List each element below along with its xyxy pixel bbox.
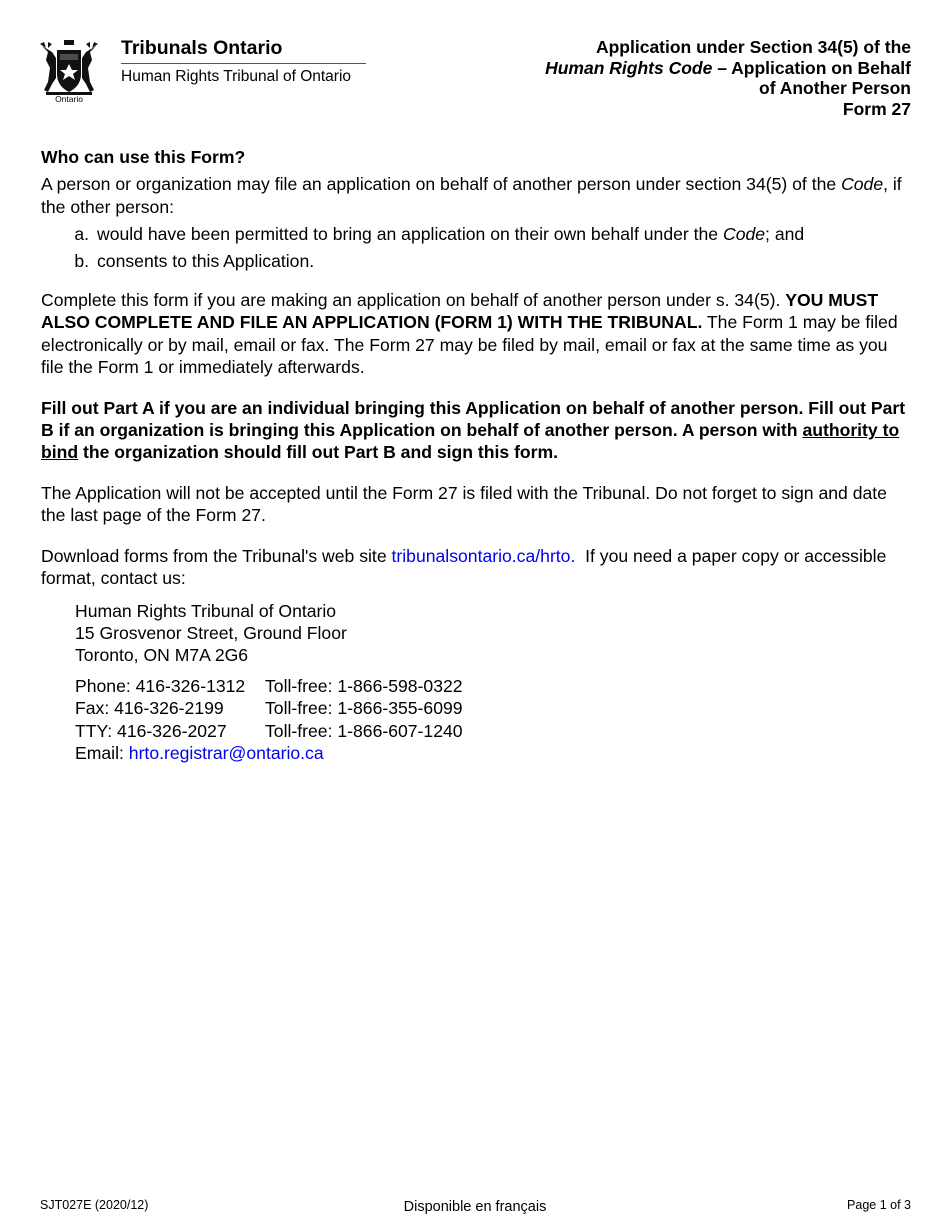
complete-paragraph (41, 289, 913, 379)
registrar-email-link[interactable]: hrto.registrar@ontario.ca (128, 742, 324, 763)
phone-row (75, 675, 913, 697)
phone-tollfree: Toll-free: 1-866-598-0322 (265, 675, 463, 696)
form-title-line2-rest: – Application on Behalf (712, 57, 911, 78)
form-title-line1: Application under Section 34(5) of the (595, 37, 911, 57)
phone-number: Phone: 416-326-1312 (75, 675, 246, 696)
who-can-use-heading: Who can use this Form? (41, 147, 246, 167)
complete-text-a: Complete this form if you are making an application on behalf of another person under s. 34(5). (41, 290, 786, 311)
list-item (41, 250, 913, 272)
notice-paragraph: The Application will not be accepted until the Form 27 is filed with the Tribunal. Do not forget to sign and date the last page of the Form 27. (41, 482, 887, 526)
list-letter: b. (74, 251, 89, 272)
parts-paragraph (41, 397, 913, 464)
tty-number: TTY: 416-326-2027 (75, 720, 227, 741)
intro-code: Code (841, 174, 884, 195)
logo-caption: Ontario (55, 94, 83, 104)
form-code: SJT027E (2020/12) (40, 1198, 149, 1212)
brand-subtitle: Human Rights Tribunal of Ontario (121, 68, 352, 85)
item-a-code: Code (722, 224, 766, 245)
fax-number: Fax: 416-326-2199 (75, 698, 224, 719)
parts-text-b: the organization should fill out Part B and sign this form. (78, 442, 559, 463)
ontario-coat-of-arms-logo (36, 38, 102, 104)
intro-text-b: , if the other person: (41, 174, 902, 217)
fax-row (75, 697, 913, 719)
brand-title: Tribunals Ontario (121, 37, 283, 59)
page-number: Page 1 of 3 (847, 1198, 911, 1212)
brand-divider (121, 63, 366, 64)
contact-numbers (75, 675, 913, 765)
authority-to-bind-term: authority to bind (41, 420, 900, 463)
email-label: Email: (75, 742, 129, 763)
form-number: Form 27 (842, 98, 911, 119)
list-item (41, 223, 913, 245)
form-title-line2 (545, 58, 911, 79)
form-title-line3: of Another Person (759, 78, 911, 98)
mailing-address (75, 600, 913, 667)
download-paragraph (41, 545, 913, 590)
code-name: Human Rights Code (545, 57, 713, 78)
complete-bold: YOU MUST ALSO COMPLETE AND FILE AN APPLICATION (FORM 1) WITH THE TRIBUNAL. (41, 290, 879, 333)
intro-paragraph (41, 173, 913, 218)
parts-text-a: Fill out Part A if you are an individual bringing this Application on behalf of another person. Fill out Part B if an organization is bringing this Application on behalf of another person. A person with (41, 397, 906, 441)
address-line: Human Rights Tribunal of Ontario (75, 600, 337, 621)
complete-text-b: The Form 1 may be filed electronically or by mail, email or fax. The Form 27 may be filed by mail, email or fax at the same time as you file the Form 1 or immediately afterwards. (41, 312, 898, 378)
address-line: 15 Grosvenor Street, Ground Floor (75, 622, 347, 643)
item-b-text: consents to this Application. (97, 251, 315, 272)
item-a-text-end: ; and (765, 224, 805, 245)
form-title-block (545, 37, 911, 119)
fax-tollfree: Toll-free: 1-866-355-6099 (265, 698, 463, 719)
french-availability: Disponible en français (403, 1199, 547, 1215)
email-row (75, 742, 913, 764)
tty-tollfree: Toll-free: 1-866-607-1240 (265, 720, 463, 741)
list-letter: a. (74, 224, 89, 245)
tty-row (75, 720, 913, 742)
form-instructions (41, 146, 913, 764)
download-text-a: Download forms from the Tribunal's web site (41, 545, 392, 566)
address-line: Toronto, ON M7A 2G6 (75, 645, 249, 666)
item-a-text: would have been permitted to bring an application on their own behalf under the (97, 224, 723, 245)
download-text-b: If you need a paper copy or accessible format, contact us: (41, 545, 892, 589)
tribunal-website-link[interactable]: tribunalsontario.ca/hrto. (391, 545, 576, 566)
conditions-list (41, 223, 913, 272)
intro-text-a: A person or organization may file an application on behalf of another person under section 34(5) of the (41, 174, 842, 195)
